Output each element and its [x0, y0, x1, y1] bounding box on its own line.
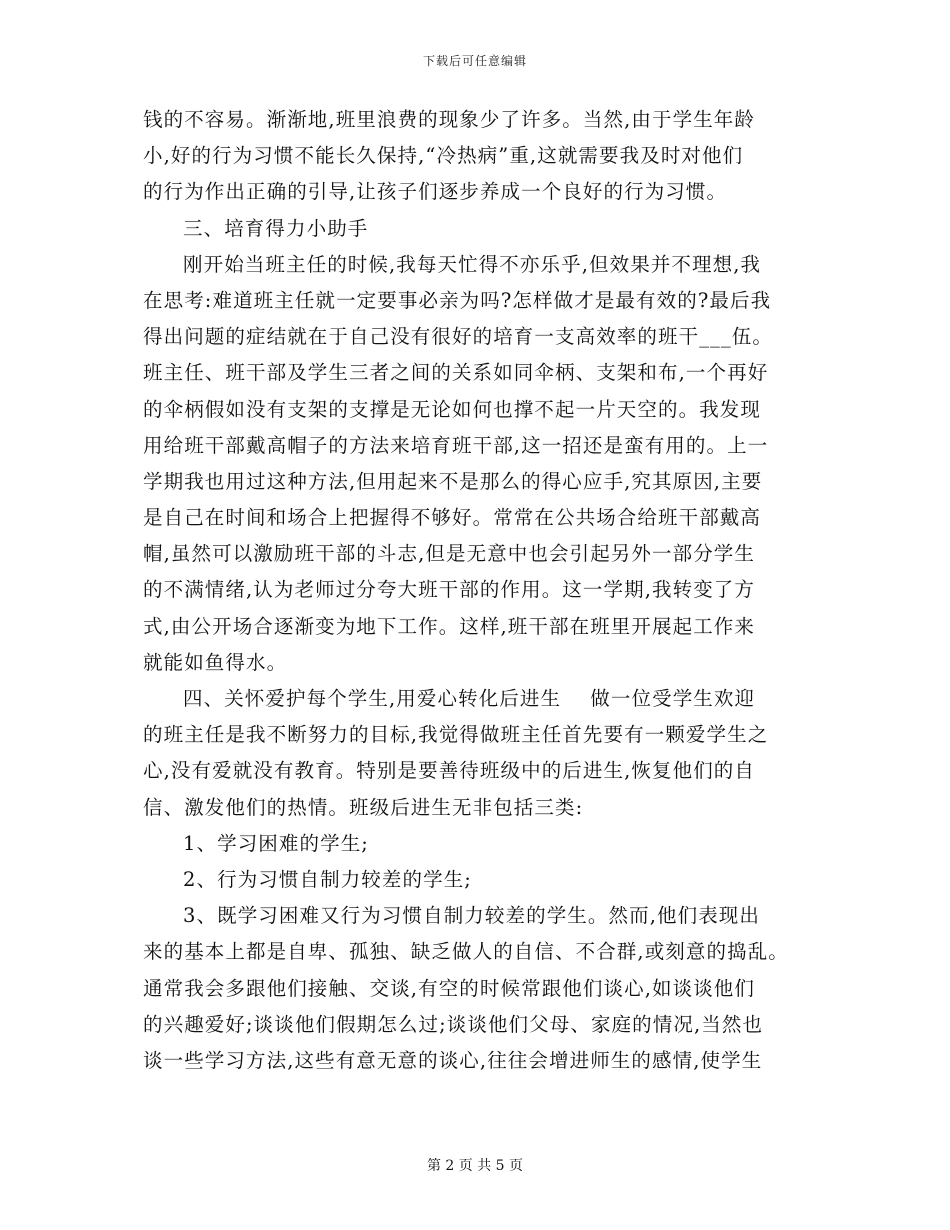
- text-line: 式,由公开场合逐渐变为地下工作。这样,班干部在班里开展起工作来: [143, 614, 755, 638]
- text-line: 帽,虽然可以激励班干部的斗志,但是无意中也会引起另外一部分学生: [143, 542, 755, 566]
- text-line: 用给班干部戴高帽子的方法来培育班干部,这一招还是蛮有用的。上一: [143, 433, 769, 457]
- text-line: 就能如鱼得水。: [143, 650, 288, 674]
- list-item: 3、既学习困难又行为习惯自制力较差的学生。然而,他们表现出: [183, 904, 761, 928]
- text-line: 学期我也用过这种方法,但用起来不是那么的得心应手,究其原因,主要: [143, 469, 763, 493]
- text-line: 的行为作出正确的引导,让孩子们逐步养成一个良好的行为习惯。: [143, 180, 728, 204]
- text-line: 来的基本上都是自卑、孤独、缺乏做人的自信、不合群,或刻意的捣乱。: [143, 940, 789, 964]
- text-line: 得出问题的症结就在于自己没有很好的培育一支高效率的班干___伍。: [143, 325, 773, 349]
- text-line: 班主任、班干部及学生三者之间的关系如同伞柄、支架和布,一个再好: [143, 361, 769, 385]
- page-number-footer: 第 2 页 共 5 页: [426, 1158, 524, 1174]
- text-line: 是自己在时间和场合上把握得不够好。常常在公共场合给班干部戴高: [143, 506, 762, 530]
- text-line: 小,好的行为习惯不能长久保持,“冷热病”重,这就需要我及时对他们: [143, 144, 744, 168]
- text-line: 钱的不容易。渐渐地,班里浪费的现象少了许多。当然,由于学生年龄: [143, 108, 755, 131]
- text-line: 心,没有爱就没有教育。特别是要善待班级中的后进生,恢复他们的自: [143, 759, 755, 783]
- text-line: 在思考:难道班主任就一定要事必亲为吗?怎样做才是最有效的?最后我: [143, 288, 772, 312]
- text-line: 的班主任是我不断努力的目标,我觉得做班主任首先要有一颗爱学生之: [143, 723, 769, 747]
- text-line: 的伞柄假如没有支架的支撑是无论如何也撑不起一片天空的。我发现: [143, 397, 762, 421]
- list-item: 1、学习困难的学生;: [183, 831, 369, 855]
- text-line: 的兴趣爱好;谈谈他们假期怎么过;谈谈他们父母、家庭的情况,当然也: [143, 1012, 764, 1036]
- page-header-note: 下载后可任意编辑: [422, 54, 527, 68]
- text-line: 信、激发他们的热情。班级后进生无非包括三类:: [143, 795, 584, 819]
- text-line: 刚开始当班主任的时候,我每天忙得不亦乐乎,但效果并不理想,我: [183, 252, 762, 276]
- text-line: 的不满情绪,认为老师过分夸大班干部的作用。这一学期,我转变了方: [143, 578, 755, 602]
- text-line: 通常我会多跟他们接触、交谈,有空的时候常跟他们谈心,如谈谈他们: [143, 976, 755, 1000]
- section-heading: 四、关怀爱护每个学生,用爱心转化后进生 做一位受学生欢迎: [183, 687, 756, 710]
- text-line: 谈一些学习方法,这些有意无意的谈心,往往会增进师生的感情,使学生: [143, 1048, 763, 1072]
- document-body: [143, 102, 823, 1079]
- section-heading: 三、培育得力小助手: [183, 216, 369, 240]
- list-item: 2、行为习惯自制力较差的学生;: [183, 867, 472, 891]
